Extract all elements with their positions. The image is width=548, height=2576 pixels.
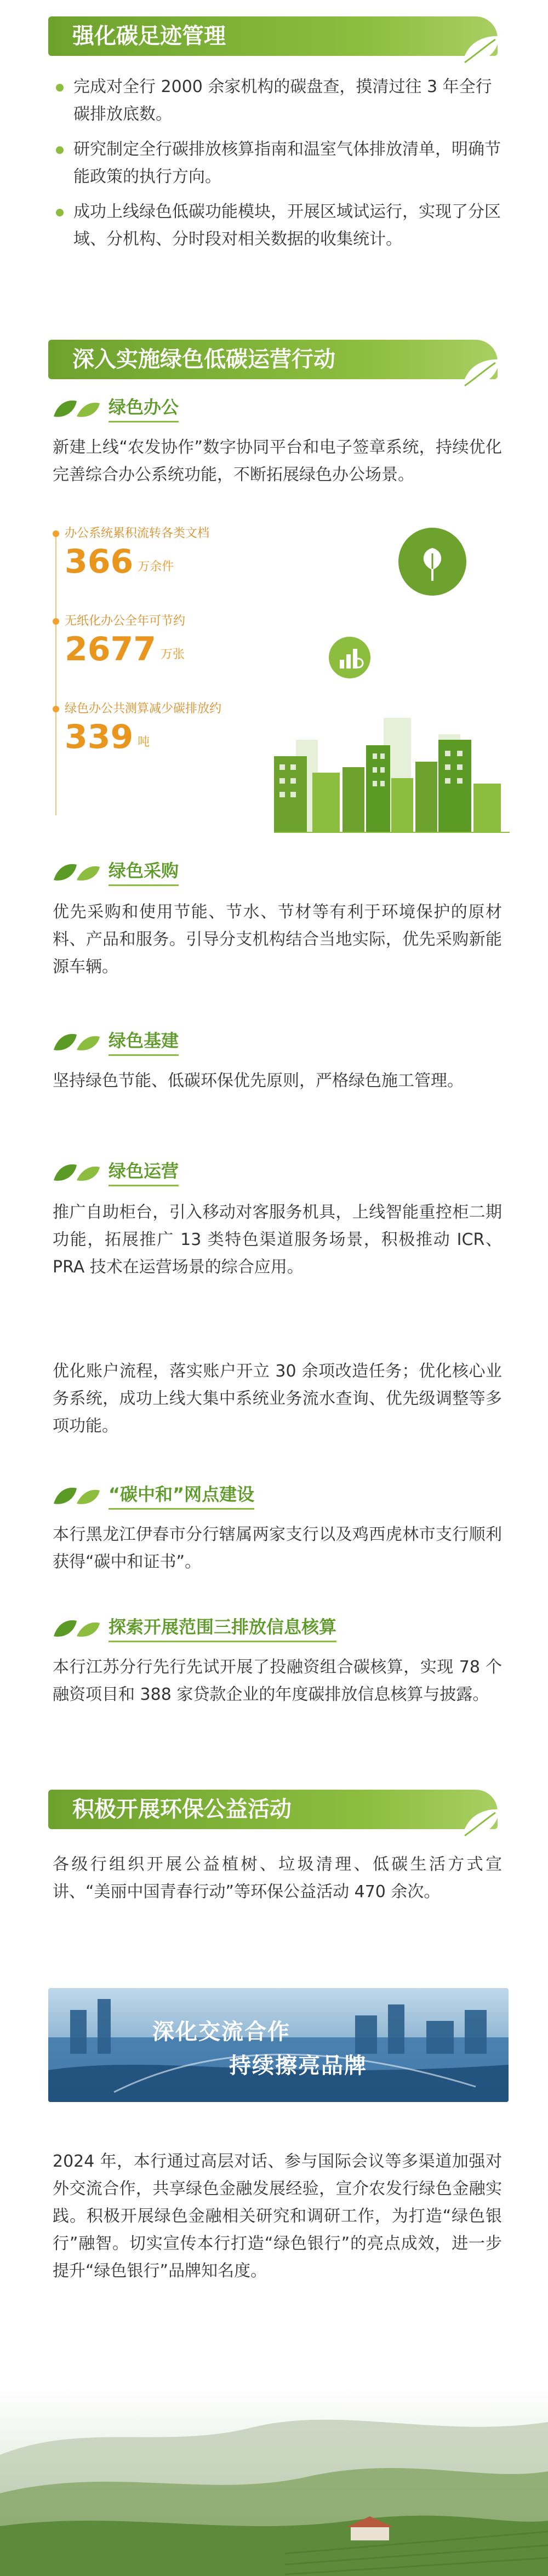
subhead-green-construction: 绿色基建 [53,1028,179,1054]
stat-dot [53,618,59,625]
green-office-text: 新建上线“农发协作”数字协同平台和电子签章系统，持续优化完善综合办公系统功能，不断拓展绿色办公场景。 [53,438,502,484]
carbon-footprint-list [53,73,502,261]
list-item: 完成对全行 2000 余家机构的碳盘查，摸清过往 3 年全行碳排放底数。 [53,73,502,128]
twin-leaf-icon [53,1030,101,1052]
stat-label: 无纸化办公全年可节约 [65,614,186,628]
section-banner-public-welfare [48,1790,498,1829]
bullet-dot [56,146,64,154]
section-banner-green-operations [48,340,498,379]
plant-icon [397,526,468,597]
twin-leaf-icon [53,397,101,419]
stat-dot [53,706,59,712]
banner-title-line2: 持续擦亮品牌 [229,2053,367,2078]
leaf-icon [460,356,501,389]
twin-leaf-icon [53,860,101,882]
subhead-carbon-neutral: “碳中和”网点建设 [53,1482,254,1508]
exchange-text: 2024 年，本行通过高层对话、参与国际会议等多渠道加强对外交流合作，共享绿色金融发展经验，宣介农发行绿色金融实践。积极开展绿色金融相关研究和调研工作，为打造“绿色银行”融智。切实宣传本行打造“绿色银行”的亮点成效，进一步提升“绿色银行”品牌知名度。 [53,2152,502,2281]
list-item: 成功上线绿色低碳功能模块，开展区域试运行，实现了分区域、分机构、分时段对相关数据的收集统计。 [53,198,502,253]
city-skyline-icon [274,701,510,833]
carbon-accounting-text: 本行江苏分行先行先试开展了投融资组合碳核算，实现 78 个融资项目和 388 家贷款企业的年度碳排放信息核算与披露。 [53,1658,502,1704]
stat-value: 366 万余件 [65,542,174,581]
subhead-carbon-accounting: 探索开展范围三排放信息核算 [53,1614,336,1641]
bullet-dot [56,84,64,92]
section-title: 积极开展环保公益活动 [72,1797,292,1822]
landscape-image [0,2389,548,2576]
stat-dot [53,530,59,537]
carbon-neutral-text: 本行黑龙江伊春市分行辖属两家支行以及鸡西虎林市支行顺利获得“碳中和证书”。 [53,1525,502,1572]
leaf-icon [460,1806,501,1839]
list-item: 研究制定全行碳排放核算指南和温室气体排放清单，明确节能政策的执行方向。 [53,136,502,191]
stat-label: 办公系统累积流转各类文档 [65,527,210,540]
banner-title-line1: 深化交流合作 [152,2019,290,2044]
leaf-icon [460,33,501,66]
green-construction-text: 坚持绿色节能、低碳环保优先原则，严格绿色施工管理。 [53,1071,464,1090]
green-operation-text-2: 优化账户流程，落实账户开立 30 余项改造任务；优化核心业务系统，成功上线大集中系统业务流水查询、优先级调整等多项功能。 [53,1362,502,1436]
subhead-green-operation: 绿色运营 [53,1158,179,1185]
stat-value: 339 吨 [65,718,150,756]
twin-leaf-icon [53,1484,101,1506]
chart-icon [328,636,372,679]
exchange-photo-banner [48,1988,509,2102]
stats-divider [55,530,56,815]
twin-leaf-icon [53,1161,101,1183]
public-welfare-text: 各级行组织开展公益植树、垃圾清理、低碳生活方式宣讲、“美丽中国青春行动”等环保公益活动 470 余次。 [53,1855,502,1901]
section-banner-carbon-footprint [48,16,498,56]
subhead-green-office: 绿色办公 [53,395,179,421]
bullet-dot [56,209,64,216]
stat-label: 绿色办公共测算减少碳排放约 [65,702,222,716]
subhead-green-procurement: 绿色采购 [53,858,179,884]
stat-value: 2677 万张 [65,630,185,669]
section-title: 深入实施绿色低碳运营行动 [72,347,335,372]
green-operation-text-1: 推广自助柜台，引入移动对客服务机具，上线智能重控柜二期功能，拓展推广 13 类特色渠道服务场景，积极推动 ICR、PRA 技术在运营场景的综合应用。 [53,1203,502,1277]
twin-leaf-icon [53,1617,101,1638]
green-procurement-text: 优先采购和使用节能、节水、节材等有利于环境保护的原材料、产品和服务。引导分支机构结合当地实际，优先采购新能源车辆。 [53,903,502,976]
section-title: 强化碳足迹管理 [72,24,226,49]
